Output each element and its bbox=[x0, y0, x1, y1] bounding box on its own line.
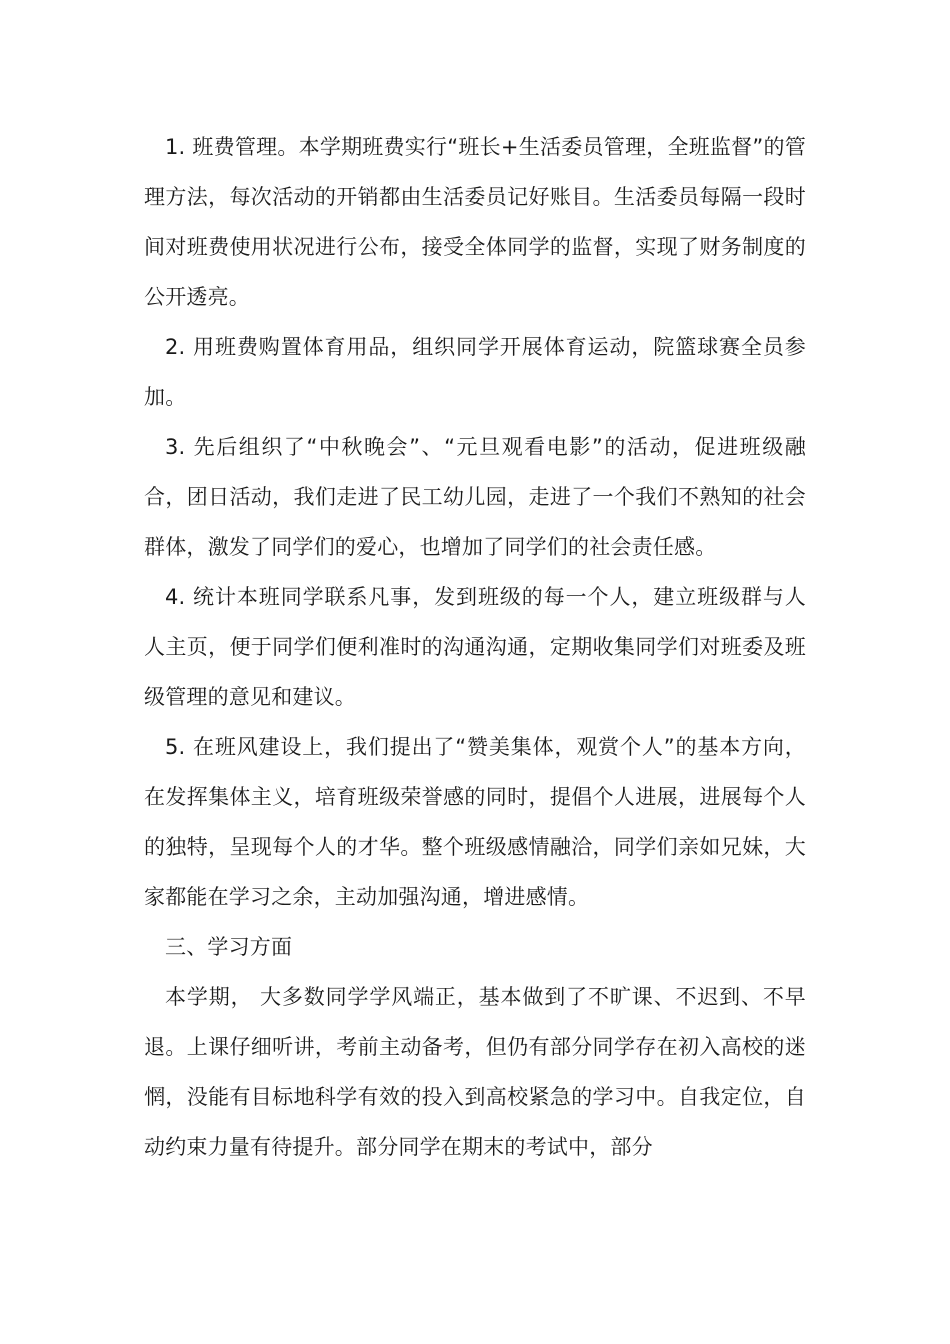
paragraph-study-overview: 本学期， 大多数同学学风端正，基本做到了不旷课、不迟到、不早退。上课仔细听讲，考前主动备考，但仍有部分同学存在初入高校的迷惘，没能有目标地科学有效的投入到高校紧急的学习中。自我定位，自动约束力量有待提升。部分同学在期末的考试中，部分 bbox=[144, 985, 806, 1159]
document-body bbox=[144, 122, 806, 1172]
paragraph-class-culture: 5. 在班风建设上，我们提出了“赞美集体，观赏个人”的基本方向，在发挥集体主义，培育班级荣誉感的同时，提倡个人进展，进展每个人的独特，呈现每个人的才华。整个班级感情融洽，同学们亲如兄妹，大家都能在学习之余，主动加强沟通，增进感情。 bbox=[144, 735, 806, 909]
section-heading-study: 三、学习方面 bbox=[165, 935, 293, 959]
paragraph-sports-equipment: 2. 用班费购置体育用品，组织同学开展体育运动，院篮球赛全员参加。 bbox=[144, 335, 806, 409]
paragraph-class-activities: 3. 先后组织了“中秋晚会”、“元旦观看电影”的活动，促进班级融合，团日活动，我们走进了民工幼儿园，走进了一个我们不熟知的社会群体，激发了同学们的爱心，也增加了同学们的社会责任感。 bbox=[144, 435, 806, 559]
paragraph-class-fee-management: 1. 班费管理。本学期班费实行“班长+生活委员管理，全班监督”的管理方法，每次活动的开销都由生活委员记好账目。生活委员每隔一段时间对班费使用状况进行公布，接受全体同学的监督，实现了财务制度的公开透亮。 bbox=[144, 135, 806, 309]
paragraph-class-contacts: 4. 统计本班同学联系凡事，发到班级的每一个人，建立班级群与人人主页，便于同学们便利准时的沟通沟通，定期收集同学们对班委及班级管理的意见和建议。 bbox=[144, 585, 806, 709]
